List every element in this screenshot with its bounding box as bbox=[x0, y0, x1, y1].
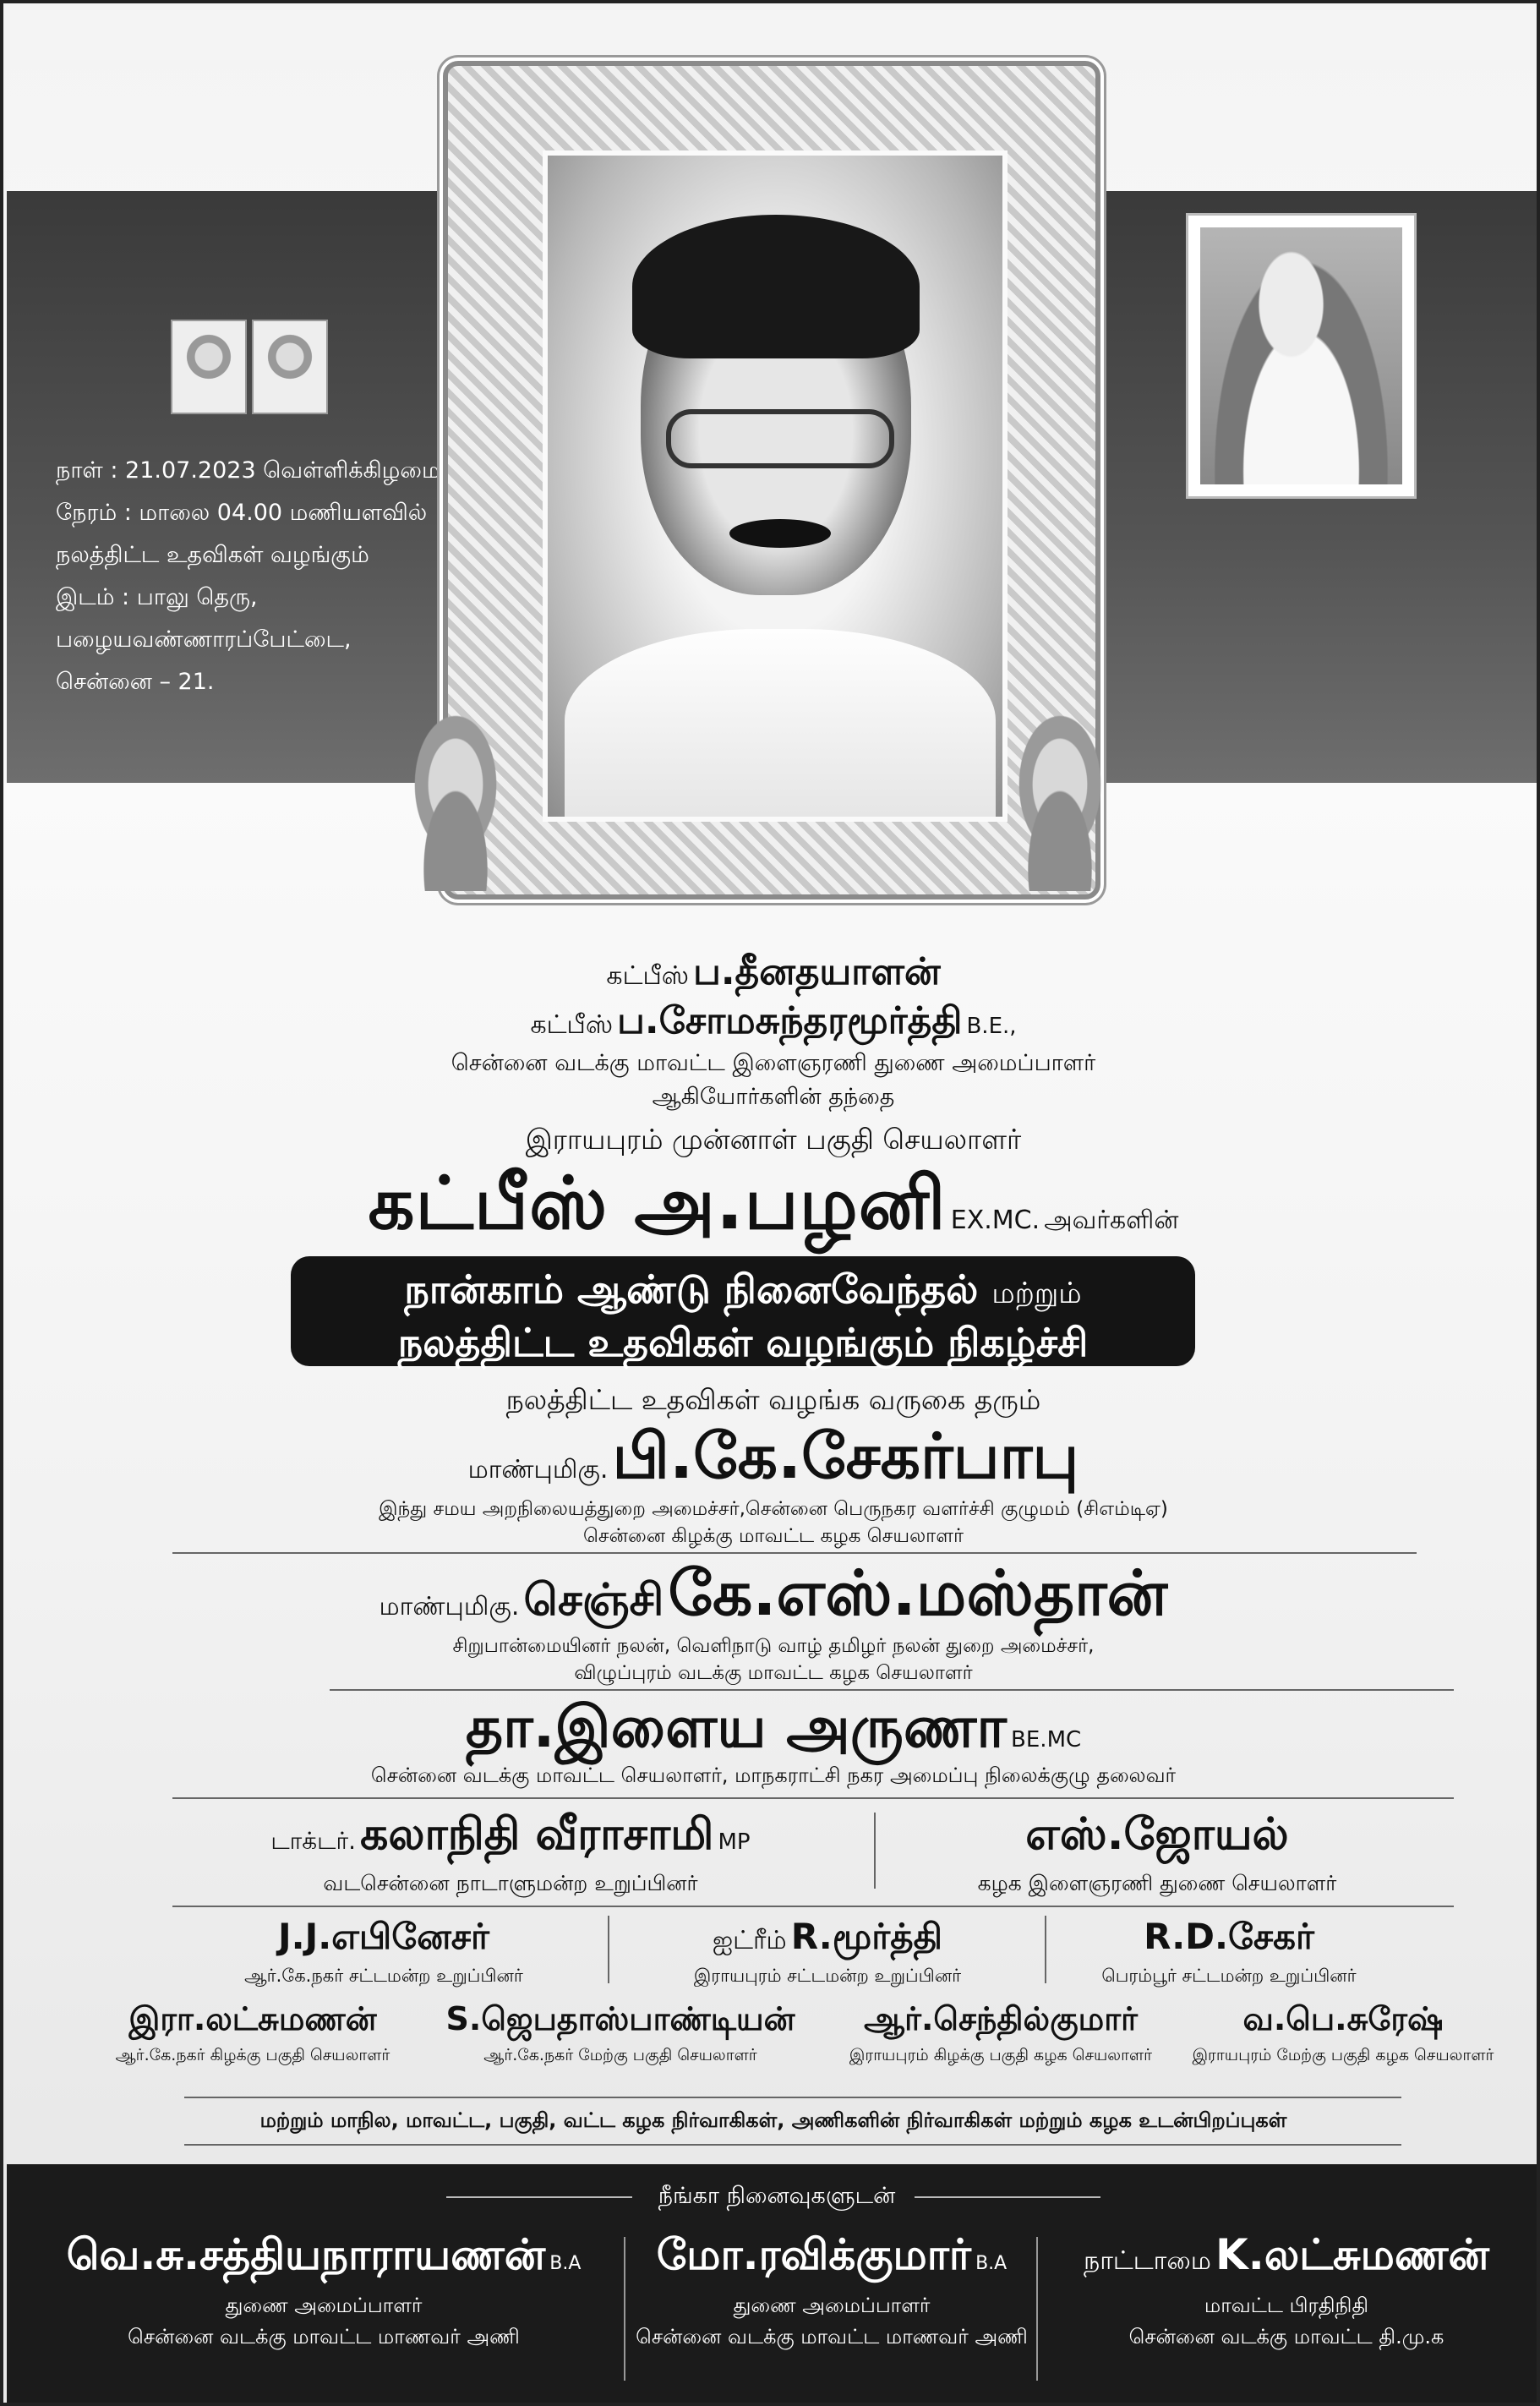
guest-8 bbox=[1051, 1916, 1406, 1988]
divider bbox=[624, 2237, 625, 2381]
son-1-line: கட்பீஸ் ப.தீனதயாளன் bbox=[606, 950, 941, 993]
divider bbox=[184, 2097, 1401, 2098]
event-time: நேரம் : மாலை 04.00 மணியளவில் bbox=[56, 500, 428, 526]
guest-6-role: ஆர்.கே.நகர் சட்டமன்ற உறுப்பினர் bbox=[244, 1966, 523, 1986]
son-2-role: சென்னை வடக்கு மாவட்ட இளைஞரணி துணை அமைப்பாளர் bbox=[451, 1050, 1096, 1076]
guest-9 bbox=[88, 2000, 418, 2067]
guest-9-role: ஆர்.கே.நகர் கிழக்கு பகுதி செயலாளர் bbox=[115, 2046, 390, 2064]
guest-7-role: இராயபுரம் சட்டமன்ற உறுப்பினர் bbox=[693, 1966, 962, 1986]
guest-10-role: ஆர்.கே.நகர் மேற்கு பகுதி செயலாளர் bbox=[483, 2046, 757, 2064]
divider bbox=[874, 1813, 876, 1889]
guest-2-line: மாண்புமிகு. செஞ்சி கே.எஸ்.மஸ்தான் bbox=[379, 1557, 1168, 1630]
guest-3-role: சென்னை வடக்கு மாவட்ட செயலாளர், மாநகராட்சி நகர அமைப்பு நிலைக்குழு தலைவர் bbox=[370, 1763, 1177, 1787]
divider bbox=[172, 1552, 1417, 1554]
footer-person-2: மோ.ரவிக்குமார் B.A துணை அமைப்பாளர் சென்னை வடக்கு மாவட்ட மாணவர் அணி bbox=[636, 2230, 1028, 2349]
oil-lamp-left-icon bbox=[392, 714, 519, 891]
oil-lamp-right-icon bbox=[997, 714, 1123, 891]
divider bbox=[184, 2144, 1401, 2146]
guest-5 bbox=[887, 1809, 1428, 1899]
guest-11-role: இராயபுரம் கிழக்கு பகுதி கழக செயலாளர் bbox=[849, 2046, 1153, 2064]
guest-3-name: தா.இளைய அருணா bbox=[465, 1694, 1007, 1761]
guest-9-name: இரா.லட்சுமணன் bbox=[128, 2000, 377, 2037]
event-info bbox=[56, 450, 453, 703]
portrait-photo bbox=[543, 150, 1008, 822]
deceased-name: கட்பீஸ் அ.பழனி bbox=[368, 1162, 947, 1246]
footer-person-1-name: வெ.சு.சத்தியநாராயணன் bbox=[66, 2230, 546, 2279]
divider bbox=[915, 2196, 1100, 2198]
event-venue-3: சென்னை – 21. bbox=[56, 669, 215, 695]
footer-band bbox=[7, 2164, 1540, 2406]
guest-6 bbox=[164, 1916, 603, 1988]
footer-caption: நீங்கா நினைவுகளுடன் bbox=[658, 2183, 896, 2209]
guest-10-name: S.ஜெபதாஸ்பாண்டியன் bbox=[445, 2000, 795, 2037]
leader-photo-kalaignar bbox=[1186, 213, 1417, 499]
guest-3-line: தா.இளைய அருணா BE.MC bbox=[465, 1694, 1082, 1761]
guest-8-role: பெரம்பூர் சட்டமன்ற உறுப்பினர் bbox=[1101, 1966, 1357, 1986]
portrait-glasses bbox=[666, 409, 894, 468]
guest-7: ஐட்ரீம் R.மூர்த்தி இராயபுரம் சட்டமன்ற உறுப்பினர் bbox=[612, 1916, 1043, 1988]
guest-12-name: வ.பெ.சுரேஷ் bbox=[1242, 2000, 1444, 2037]
divider bbox=[172, 1797, 1454, 1799]
guest-7-name: R.மூர்த்தி bbox=[790, 1916, 942, 1957]
guest-2-role-2: விழுப்புரம் வடக்கு மாவட்ட கழக செயலாளர் bbox=[574, 1662, 973, 1684]
event-date: நாள் : 21.07.2023 வெள்ளிக்கிழமை bbox=[56, 457, 440, 484]
guest-2-name: கே.எஸ்.மஸ்தான் bbox=[668, 1557, 1168, 1630]
footer-person-2-name: மோ.ரவிக்குமார் bbox=[656, 2230, 971, 2279]
divider bbox=[172, 1906, 1454, 1907]
portrait-hair bbox=[632, 215, 920, 358]
guest-4-role: வடசென்னை நாடாளுமன்ற உறுப்பினர் bbox=[323, 1871, 698, 1895]
deceased-line: கட்பீஸ் அ.பழனி EX.MC. அவர்களின் bbox=[368, 1162, 1179, 1246]
son-2-name: ப.சோமசுந்தரமூர்த்தி bbox=[617, 999, 963, 1042]
guest-1-role-1: இந்து சமய அறநிலையத்துறை அமைச்சர்,சென்னை பெருநகர வளர்ச்சி குழுமம் (சிஎம்டிஏ) bbox=[379, 1498, 1168, 1520]
guest-5-role: கழக இளைஞரணி துணை செயலாளர் bbox=[977, 1871, 1337, 1895]
guest-12-role: இராயபுரம் மேற்கு பகுதி கழக செயலாளர் bbox=[1192, 2046, 1494, 2064]
divider bbox=[608, 1916, 609, 1983]
guest-5-name: எஸ்.ஜோயல் bbox=[1025, 1809, 1289, 1860]
event-venue-1: இடம் : பாலு தெரு, bbox=[56, 584, 258, 610]
leader-photo-anna bbox=[254, 321, 326, 413]
footer-person-3: நாட்டாமை K.லட்சுமணன் மாவட்ட பிரதிநிதி சென்னை வடக்கு மாவட்ட தி.மு.க bbox=[1084, 2230, 1489, 2349]
event-title-banner: நான்காம் ஆண்டு நினைவேந்தல் மற்றும் நலத்திட்ட உதவிகள் வழங்கும் நிகழ்ச்சி bbox=[291, 1256, 1195, 1366]
guest-4: டாக்டர். கலாநிதி வீராசாமி MP வடசென்னை நாடாளுமன்ற உறுப்பினர் bbox=[156, 1809, 866, 1899]
portrait-moustache bbox=[729, 519, 831, 548]
guest-11 bbox=[823, 2000, 1178, 2067]
guest-1-line: மாண்புமிகு. பி.கே.சேகர்பாபு bbox=[467, 1420, 1079, 1493]
guest-1-role-2: சென்னை கிழக்கு மாவட்ட கழக செயலாளர் bbox=[583, 1525, 964, 1547]
footer-person-3-name: K.லட்சுமணன் bbox=[1215, 2230, 1489, 2279]
portrait-shirt bbox=[565, 629, 996, 822]
deceased-role: இராயபுரம் முன்னாள் பகுதி செயலாளர் bbox=[525, 1123, 1022, 1156]
guests-intro: நலத்திட்ட உதவிகள் வழங்க வருகை தரும் bbox=[505, 1383, 1041, 1416]
others-text: மற்றும் மாநில, மாவட்ட, பகுதி, வட்ட கழக நிர்வாகிகள், அணிகளின் நிர்வாகிகள் மற்றும் கழக உடன்பிறப்புகள் bbox=[259, 2108, 1287, 2132]
guest-1-name: பி.கே.சேகர்பாபு bbox=[612, 1420, 1079, 1493]
son-2-line: கட்பீஸ் ப.சோமசுந்தரமூர்த்தி B.E., bbox=[530, 999, 1017, 1042]
event-venue-2: பழையவண்ணாரப்பேட்டை, bbox=[56, 626, 352, 653]
relation-text: ஆகியோர்களின் தந்தை bbox=[652, 1084, 895, 1110]
divider bbox=[330, 1689, 1454, 1691]
son-1-name: ப.தீனதயாளன் bbox=[693, 950, 941, 993]
banner-line-1: நான்காம் ஆண்டு நினைவேந்தல் bbox=[404, 1266, 979, 1312]
event-purpose: நலத்திட்ட உதவிகள் வழங்கும் bbox=[56, 542, 369, 568]
guest-8-name: R.D.சேகர் bbox=[1144, 1916, 1314, 1957]
guest-2-role-1: சிறுபான்மையினர் நலன், வெளிநாடு வாழ் தமிழர் நலன் துறை அமைச்சர், bbox=[452, 1635, 1095, 1657]
guest-12 bbox=[1178, 2000, 1508, 2067]
divider bbox=[1036, 2237, 1038, 2381]
footer-person-1: வெ.சு.சத்தியநாராயணன் B.A துணை அமைப்பாளர் சென்னை வடக்கு மாவட்ட மாணவர் அணி bbox=[66, 2230, 582, 2349]
guest-10 bbox=[418, 2000, 823, 2067]
guest-4-name: கலாநிதி வீராசாமி bbox=[360, 1809, 714, 1860]
banner-line-2: நலத்திட்ட உதவிகள் வழங்கும் நிகழ்ச்சி bbox=[397, 1320, 1089, 1365]
divider bbox=[1045, 1916, 1046, 1983]
guest-6-name: J.J.எபினேசர் bbox=[278, 1916, 489, 1957]
leader-photo-periyar bbox=[172, 321, 245, 413]
guest-11-name: ஆர்.செந்தில்குமார் bbox=[864, 2000, 1138, 2037]
